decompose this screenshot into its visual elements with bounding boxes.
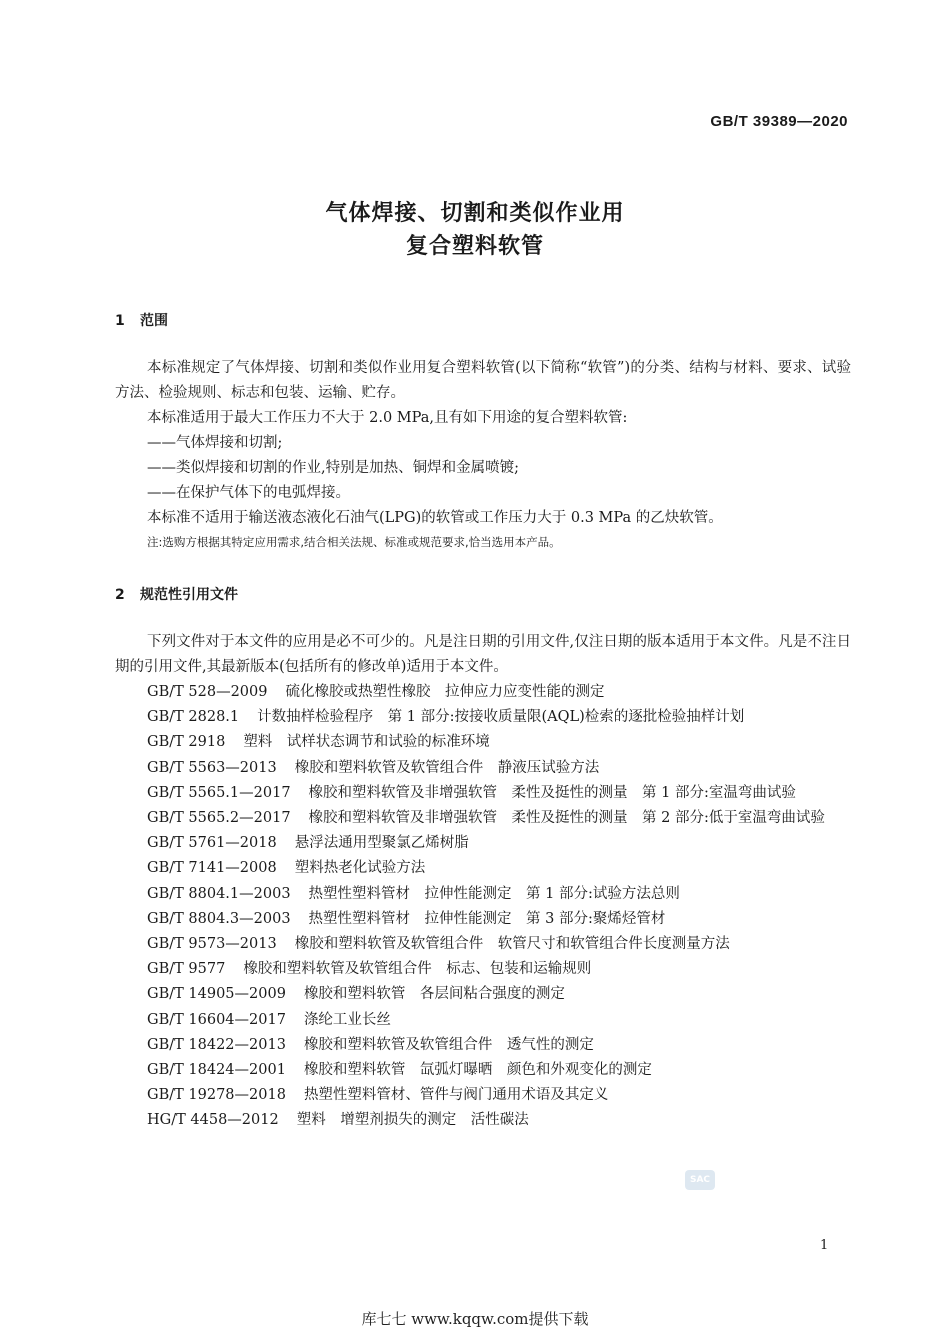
reference-title: 橡胶和塑料软管及非增强软管 柔性及挺性的测量 第 2 部分:低于室温弯曲试验 [308,810,825,827]
reference-item [115,705,851,730]
reference-code: GB/T 19278—2018 [147,1087,286,1104]
reference-item [115,831,851,856]
reference-item [115,882,851,907]
standard-number: GB/T 39389—2020 [710,113,848,130]
section-1-body [115,356,851,553]
reference-item [115,957,851,982]
reference-title: 橡胶和塑料软管及软管组合件 透气性的测定 [303,1036,594,1053]
reference-item [115,907,851,932]
reference-code: GB/T 9573—2013 [147,936,277,953]
reference-item [115,1108,851,1133]
sac-stamp: SAC [685,1170,715,1190]
reference-item [115,730,851,755]
reference-title: 硫化橡胶或热塑性橡胶 拉伸应力应变性能的测定 [285,684,605,700]
reference-title: 橡胶和塑料软管及非增强软管 柔性及挺性的测量 第 1 部分:室温弯曲试验 [308,784,796,801]
reference-title: 热塑性塑料管材、管件与阀门通用术语及其定义 [303,1087,609,1104]
paragraph: 本标准不适用于输送液态液化石油气(LPG)的软管或工作压力大于 0.3 MPa 的乙炔软管。 [147,510,723,526]
list-item: ——气体焊接和切割; [147,435,283,451]
reference-code: GB/T 2918 [147,734,226,751]
page-number: 1 [820,1238,829,1253]
section-2-heading [115,584,238,604]
reference-code: GB/T 2828.1 [147,709,240,726]
section-1-heading [115,310,168,330]
reference-item [115,932,851,957]
reference-code: GB/T 9577 [147,961,226,978]
section-number: 2 [115,587,125,603]
reference-item [115,781,851,806]
reference-code: GB/T 5565.1—2017 [147,784,291,801]
reference-item [115,1083,851,1108]
reference-code: GB/T 8804.1—2003 [147,885,291,902]
reference-title: 塑料 试样状态调节和试验的标准环境 [243,734,490,751]
reference-code: GB/T 7141—2008 [147,860,277,877]
section-2-body [115,630,851,1134]
reference-code: GB/T 18422—2013 [147,1036,286,1053]
reference-item [115,982,851,1007]
reference-item [115,680,851,705]
reference-title: 塑料 增塑剂损失的测定 活性碳法 [296,1112,529,1129]
note: 注:选购方根据其特定应用需求,结合相关法规、标准或规范要求,恰当选用本产品。 [147,535,561,549]
reference-code: GB/T 8804.3—2003 [147,910,291,927]
list-item: ——类似焊接和切割的作业,特别是加热、铜焊和金属喷镀; [147,460,519,476]
reference-code: GB/T 18424—2001 [147,1062,286,1079]
document-title-line-1: 气体焊接、切割和类似作业用 [325,201,625,226]
reference-code: GB/T 16604—2017 [147,1011,286,1028]
reference-code: GB/T 528—2009 [147,684,268,700]
reference-code: GB/T 5565.2—2017 [147,810,291,827]
reference-item [115,1058,851,1083]
reference-code: GB/T 5563—2013 [147,759,277,776]
section-number: 1 [115,313,125,329]
section-title: 范围 [140,313,168,329]
reference-item [115,756,851,781]
reference-item [115,856,851,881]
reference-title: 橡胶和塑料软管 各层间粘合强度的测定 [303,986,565,1003]
reference-title: 橡胶和塑料软管 氙弧灯曝晒 颜色和外观变化的测定 [303,1062,652,1079]
reference-code: GB/T 14905—2009 [147,986,286,1003]
reference-title: 塑料热老化试验方法 [294,860,426,877]
reference-title: 橡胶和塑料软管及软管组合件 软管尺寸和软管组合件长度测量方法 [294,936,730,953]
reference-list [115,680,851,1134]
paragraph: 本标准规定了气体焊接、切割和类似作业用复合塑料软管(以下简称“软管”)的分类、结构与材料、要求、试验方法、检验规则、标志和包装、运输、贮存。 [115,360,851,401]
document-title-line-2: 复合塑料软管 [405,234,544,259]
reference-title: 热塑性塑料管材 拉伸性能测定 第 3 部分:聚烯烃管材 [308,910,666,927]
reference-title: 热塑性塑料管材 拉伸性能测定 第 1 部分:试验方法总则 [308,885,680,902]
reference-code: GB/T 5761—2018 [147,835,277,852]
reference-item [115,1033,851,1058]
reference-code: HG/T 4458—2012 [147,1112,279,1129]
reference-title: 橡胶和塑料软管及软管组合件 静液压试验方法 [294,759,600,776]
reference-title: 橡胶和塑料软管及软管组合件 标志、包装和运输规则 [243,961,592,978]
reference-title: 计数抽样检验程序 第 1 部分:按接收质量限(AQL)检索的逐批检验抽样计划 [257,709,745,726]
section-title: 规范性引用文件 [140,587,238,603]
paragraph: 下列文件对于本文件的应用是必不可少的。凡是注日期的引用文件,仅注日期的版本适用于本文件。凡是不注日期的引用文件,其最新版本(包括所有的修改单)适用于本文件。 [115,634,851,675]
reference-item [115,806,851,831]
download-footer: 库七七 www.kqqw.com提供下载 [361,1310,589,1328]
reference-title: 涤纶工业长丝 [303,1011,391,1028]
paragraph: 本标准适用于最大工作压力不大于 2.0 MPa,且有如下用途的复合塑料软管: [147,410,628,426]
reference-title: 悬浮法通用型聚氯乙烯树脂 [294,835,469,852]
list-item: ——在保护气体下的电弧焊接。 [147,485,350,501]
reference-item [115,1008,851,1033]
